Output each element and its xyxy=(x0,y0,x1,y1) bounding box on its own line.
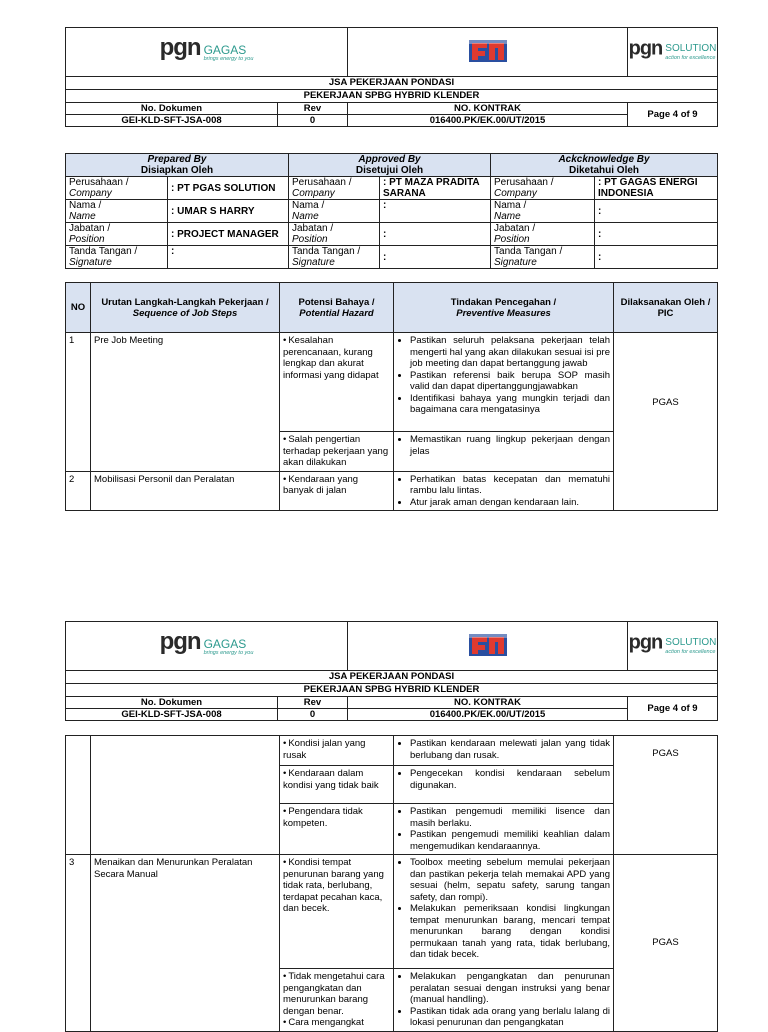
table-row xyxy=(66,855,718,969)
rev-value: 0 xyxy=(278,709,348,721)
measure-item: • Melakukan pemeriksaan kondisi lingkungan tempat menurunkan barang, mencari tempat menurunkan barang dengan kondisi permukaan tanah yang rata, tidak berlubang, dan tidak becek. xyxy=(410,903,610,961)
measure-item: • Pastikan referensi baik berupa SOP masih valid dan dapat dipertanggungjawabkan xyxy=(410,370,610,393)
pic-cell: PGAS xyxy=(614,333,718,511)
col-header-no: NO xyxy=(66,283,91,333)
measure-item: • Pengecekan kondisi kendaraan sebelum digunakan. xyxy=(410,768,610,791)
contract-label: NO. KONTRAK xyxy=(348,697,628,709)
doc-number-value: GEI-KLD-SFT-JSA-008 xyxy=(66,709,278,721)
measure-item: • Pastikan kendaraan melewati jalan yang tidak berlubang dan rusak. xyxy=(410,738,610,761)
signoff-row xyxy=(66,177,718,200)
company-emblem-logo xyxy=(348,622,628,671)
hazard-item: • Tidak mengetahui cara pengangkatan dan menurunkan barang dengan benar. xyxy=(283,971,390,1017)
pgn-solution-logo: pgn SOLUTION action for excellence xyxy=(628,28,718,77)
prepared-by-header: Prepared By Disiapkan Oleh xyxy=(66,154,289,177)
pic-cell: PGAS xyxy=(614,855,718,1032)
measure-item: • Identifikasi bahaya yang mungkin terjadi dan bagaimana cara mengatasinya xyxy=(410,393,610,416)
jsa-table-page2 xyxy=(65,735,718,1032)
field-value: : PT MAZA PRADITA SARANA xyxy=(380,177,491,200)
hazard-item: • Kondisi jalan yang rusak xyxy=(283,738,390,761)
acknowledged-by-header: Ackcknowledge By Diketahui Oleh xyxy=(491,154,718,177)
job-step: Menaikan dan Menurunkan Peralatan Secara Manual xyxy=(91,855,280,1032)
document-header-2 xyxy=(65,621,718,721)
project-title: PEKERJAAN SPBG HYBRID KLENDER xyxy=(66,684,718,697)
field-value: : xyxy=(380,223,491,246)
measures-cell xyxy=(394,766,614,804)
field-label: Tanda Tangan / Signature xyxy=(66,246,168,269)
row-number: 2 xyxy=(66,471,91,511)
hazard-cell xyxy=(280,969,394,1032)
signoff-row xyxy=(66,200,718,223)
measure-item: • Atur jarak aman dengan kendaraan lain. xyxy=(410,497,610,509)
col-header-hazard: Potensi Bahaya / Potential Hazard xyxy=(280,283,394,333)
doc-number-label: No. Dokumen xyxy=(66,103,278,115)
measure-item: • Perhatikan batas kecepatan dan mematuhi rambu lalu lintas. xyxy=(410,474,610,497)
field-label: Perusahaan / Company xyxy=(289,177,380,200)
signoff-row xyxy=(66,223,718,246)
job-step: Mobilisasi Personil dan Peralatan xyxy=(91,471,280,511)
hazard-cell xyxy=(280,333,394,432)
field-label: Tanda Tangan / Signature xyxy=(491,246,595,269)
measures-cell xyxy=(394,969,614,1032)
hazard-cell xyxy=(280,766,394,804)
hazard-item: • Salah pengertian terhadap pekerjaan yang akan dilakukan xyxy=(283,434,390,469)
table-row xyxy=(66,736,718,766)
field-label: Perusahaan / Company xyxy=(491,177,595,200)
row-number: 1 xyxy=(66,333,91,472)
pic-cell: PGAS xyxy=(614,736,718,855)
rev-label: Rev xyxy=(278,697,348,709)
measure-item: • Melakukan pengangkatan dan penurunan peralatan sesuai dengan instruksi yang benar (manual handling). xyxy=(410,971,610,1006)
doc-number-label: No. Dokumen xyxy=(66,697,278,709)
page-number: Page 4 of 9 xyxy=(628,103,718,127)
hazard-item: • Kesalahan perencanaan, kurang lengkap dan akurat informasi yang didapat xyxy=(283,335,390,381)
field-value: : PT PGAS SOLUTION xyxy=(168,177,289,200)
field-label: Jabatan / Position xyxy=(66,223,168,246)
field-label: Nama / Name xyxy=(289,200,380,223)
measure-item: • Toolbox meeting sebelum memulai pekerjaan dan pastikan pekerja telah memakai APD yang sesuai (helm, sepatu safety, sarung tangan safety, dan rompi). xyxy=(410,857,610,903)
contract-value: 016400.PK/EK.00/UT/2015 xyxy=(348,115,628,127)
field-label: Tanda Tangan / Signature xyxy=(289,246,380,269)
col-header-measures: Tindakan Pencegahan / Preventive Measures xyxy=(394,283,614,333)
hazard-cell xyxy=(280,855,394,969)
jsa-table-page1 xyxy=(65,282,718,511)
field-label: Jabatan / Position xyxy=(491,223,595,246)
job-step xyxy=(91,736,280,855)
field-label: Nama / Name xyxy=(66,200,168,223)
measure-item: • Pastikan seluruh pelaksana pekerjaan telah mengerti hal yang akan dilakukan sesuai isi pre job meeting dan dapat bertanggung jawab xyxy=(410,335,610,370)
field-label: Perusahaan / Company xyxy=(66,177,168,200)
field-value: : PT GAGAS ENERGI INDONESIA xyxy=(595,177,718,200)
field-value: : xyxy=(595,246,718,269)
hazard-cell xyxy=(280,432,394,472)
measures-cell xyxy=(394,432,614,472)
measures-cell xyxy=(394,333,614,432)
field-value: : xyxy=(380,200,491,223)
measure-item: • Memastikan ruang lingkup pekerjaan dengan jelas xyxy=(410,434,610,457)
field-value: : xyxy=(168,246,289,269)
contract-label: NO. KONTRAK xyxy=(348,103,628,115)
measures-cell xyxy=(394,736,614,766)
hazard-item: • Kendaraan yang banyak di jalan xyxy=(283,474,390,497)
pgn-solution-logo: pgn SOLUTION action for excellence xyxy=(628,622,718,671)
document-title: JSA PEKERJAAN PONDASI xyxy=(66,671,718,684)
field-value: : PROJECT MANAGER xyxy=(168,223,289,246)
measure-item: • Pastikan pengemudi memiliki keahlian dalam mengemudikan kendaraannya. xyxy=(410,829,610,852)
rev-label: Rev xyxy=(278,103,348,115)
doc-number-value: GEI-KLD-SFT-JSA-008 xyxy=(66,115,278,127)
field-label: Nama / Name xyxy=(491,200,595,223)
measure-item: • Pastikan pengemudi memiliki lisence dan masih berlaku. xyxy=(410,806,610,829)
measures-cell xyxy=(394,471,614,511)
hazard-item: • Kondisi tempat penurunan barang yang tidak rata, berlubang, terdapat pecahan kaca, dan becek. xyxy=(283,857,390,915)
page-number: Page 4 of 9 xyxy=(628,697,718,721)
col-header-pic: Dilaksanakan Oleh / PIC xyxy=(614,283,718,333)
contract-value: 016400.PK/EK.00/UT/2015 xyxy=(348,709,628,721)
hazard-item: • Kendaraan dalam kondisi yang tidak baik xyxy=(283,768,390,791)
measures-cell xyxy=(394,804,614,855)
field-value: : UMAR S HARRY xyxy=(168,200,289,223)
row-number xyxy=(66,736,91,855)
field-value: : xyxy=(595,223,718,246)
hazard-item: • Pengendara tidak kompeten. xyxy=(283,806,390,829)
job-step: Pre Job Meeting xyxy=(91,333,280,472)
table-row xyxy=(66,333,718,432)
company-emblem-logo xyxy=(348,28,628,77)
hazard-cell xyxy=(280,804,394,855)
signoff-table xyxy=(65,153,718,269)
hazard-item: • Cara mengangkat xyxy=(283,1017,390,1029)
measures-cell xyxy=(394,855,614,969)
field-label: Jabatan / Position xyxy=(289,223,380,246)
signoff-row xyxy=(66,246,718,269)
pgn-gagas-logo: pgn GAGAS brings energy to you xyxy=(66,28,348,77)
field-value: : xyxy=(380,246,491,269)
row-number: 3 xyxy=(66,855,91,1032)
project-title: PEKERJAAN SPBG HYBRID KLENDER xyxy=(66,90,718,103)
rev-value: 0 xyxy=(278,115,348,127)
document-header-1 xyxy=(65,27,718,127)
measure-item: • Pastikan tidak ada orang yang berlalu lalang di lokasi penurunan dan pengangkatan xyxy=(410,1006,610,1029)
approved-by-header: Approved By Disetujui Oleh xyxy=(289,154,491,177)
col-header-steps: Urutan Langkah-Langkah Pekerjaan / Sequence of Job Steps xyxy=(91,283,280,333)
hazard-cell xyxy=(280,736,394,766)
hazard-cell xyxy=(280,471,394,511)
field-value: : xyxy=(595,200,718,223)
pgn-gagas-logo: pgn GAGAS brings energy to you xyxy=(66,622,348,671)
document-title: JSA PEKERJAAN PONDASI xyxy=(66,77,718,90)
